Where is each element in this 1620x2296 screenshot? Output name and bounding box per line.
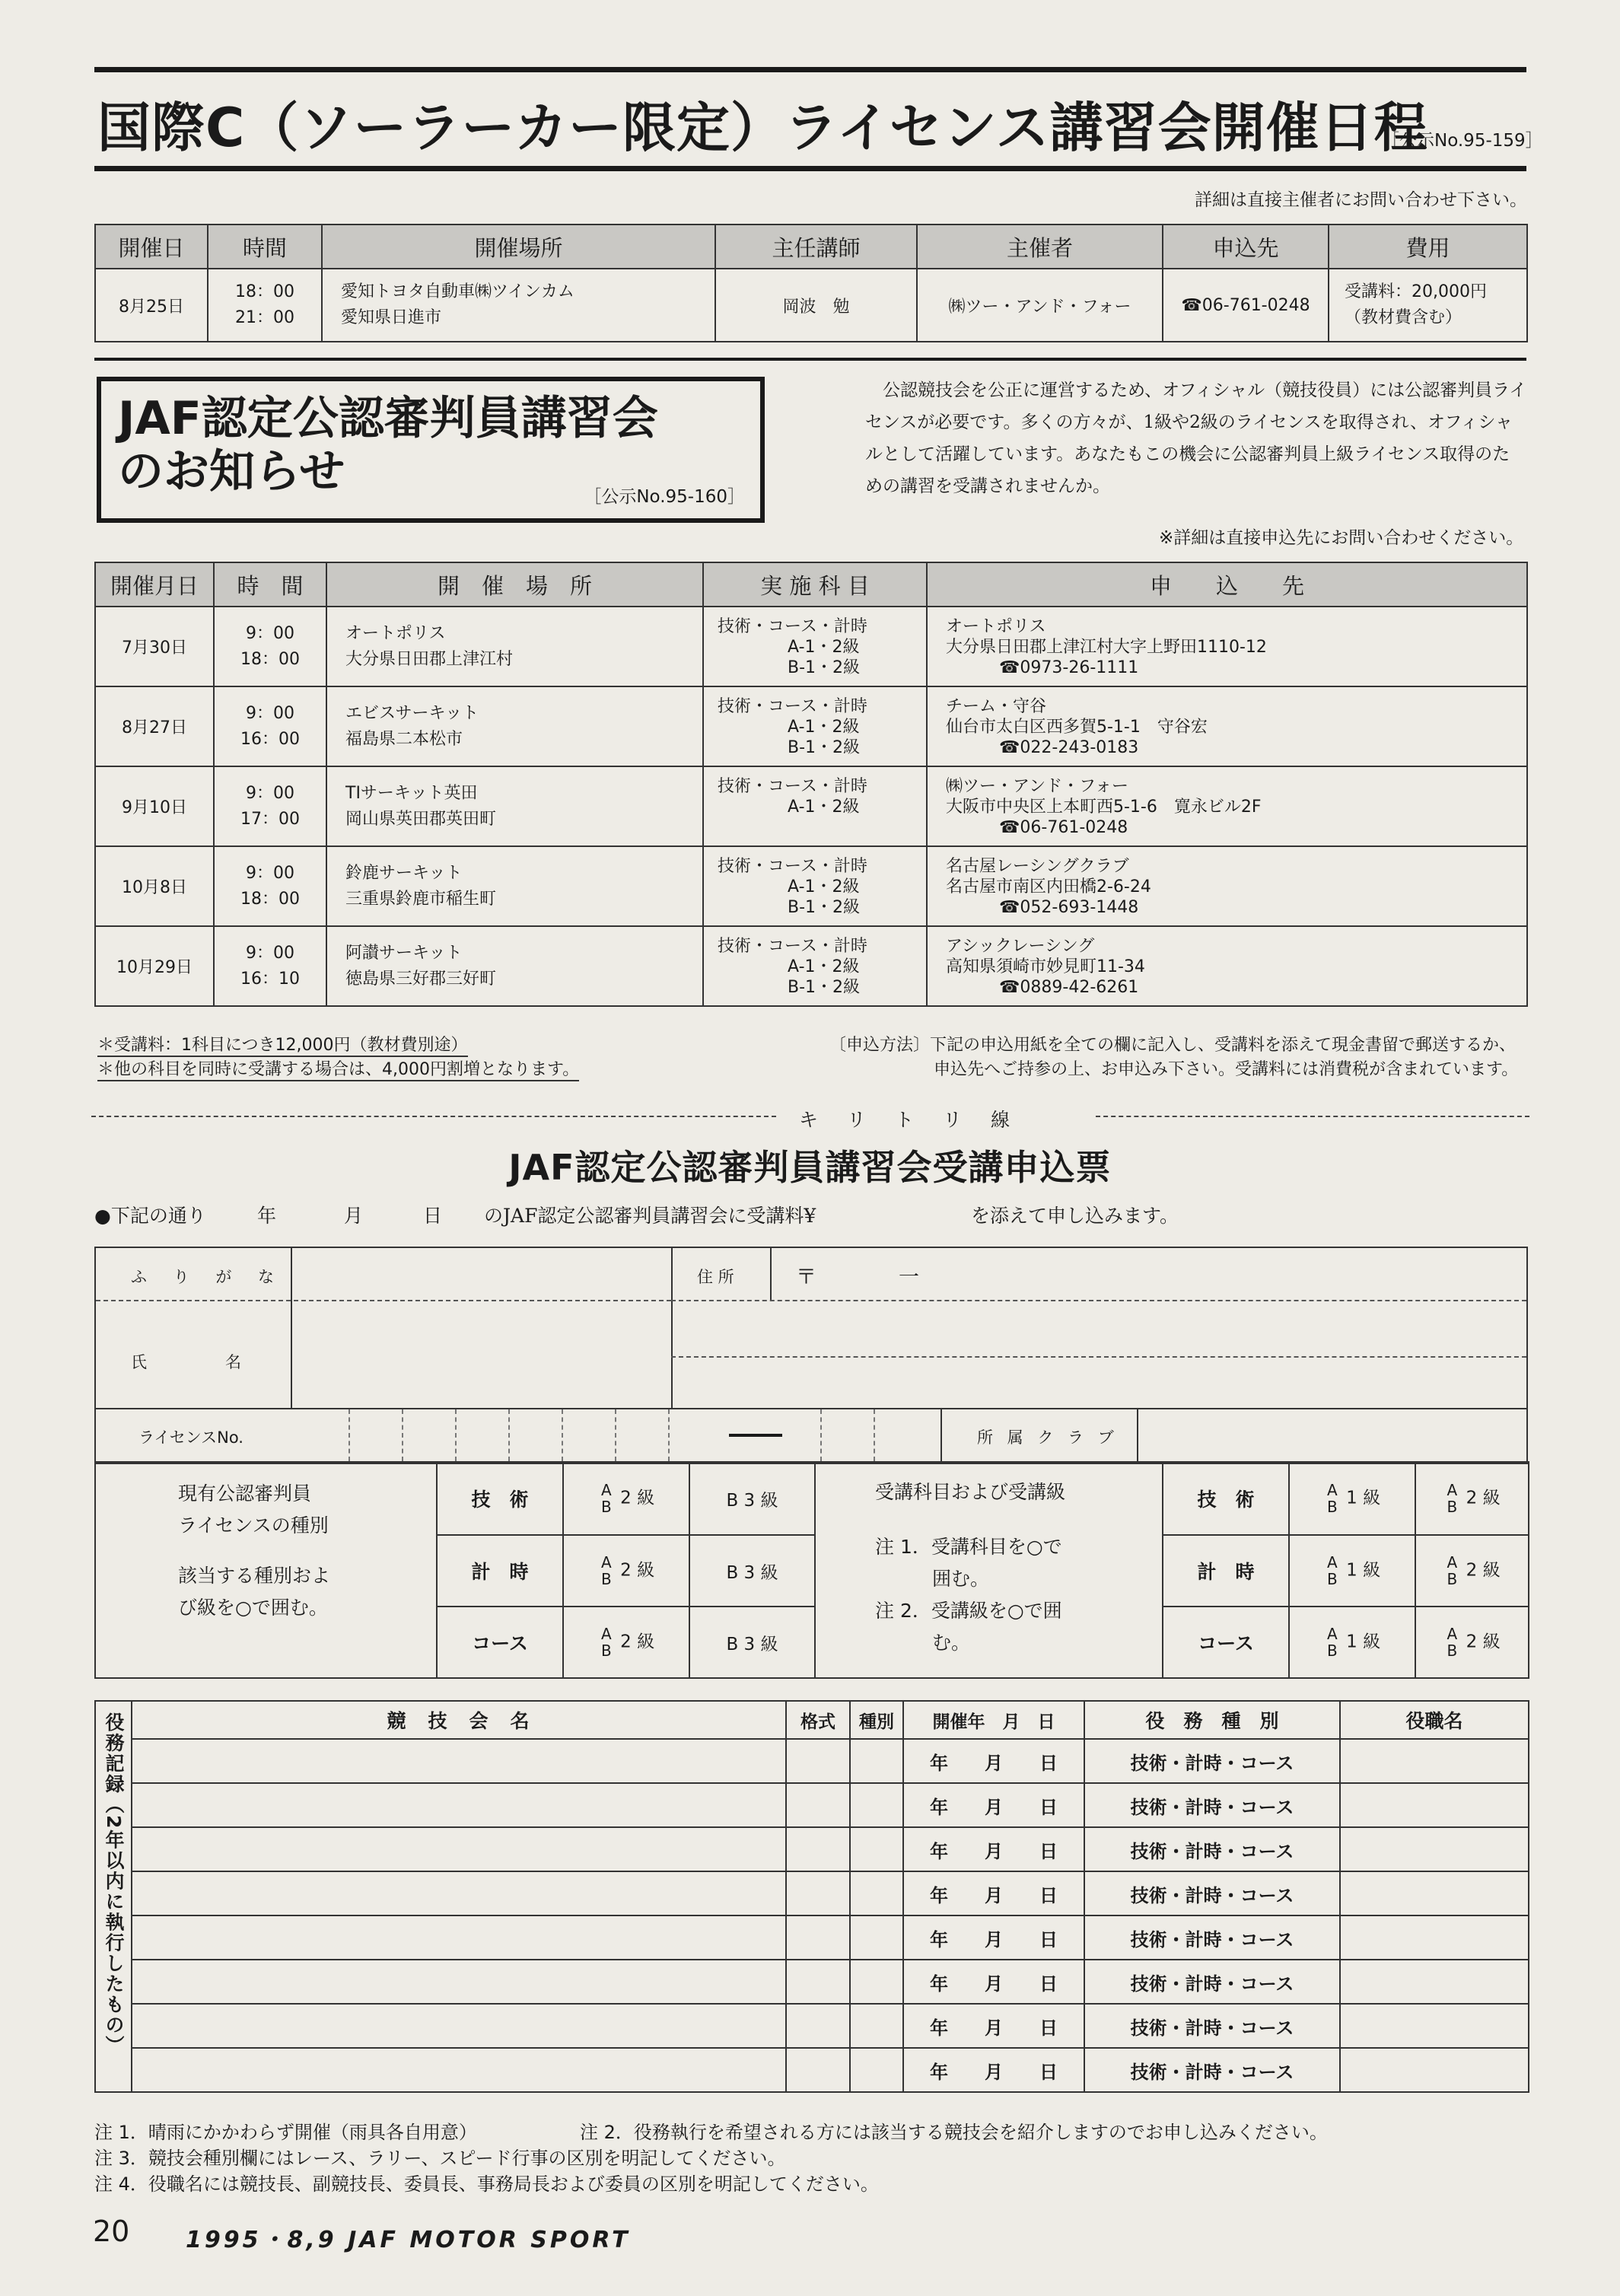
subject-line: A-1・2級 — [788, 718, 860, 737]
record-position-input[interactable] — [1340, 1739, 1529, 1783]
row-date: 10月29日 — [95, 926, 214, 1006]
row-time — [214, 686, 326, 766]
current-license-line: び級を○で囲む。 — [178, 1597, 328, 1619]
row-subjects — [703, 846, 927, 926]
subject-line: A-1・2級 — [788, 957, 860, 976]
section1-note: 詳細は直接主催者にお問い合わせ下さい。 — [1195, 190, 1527, 210]
furigana-input[interactable] — [292, 1250, 670, 1298]
table-row — [95, 269, 1527, 342]
subject-line: 技術・コース・計時 — [718, 617, 867, 636]
postal-code[interactable]: 〒 一 — [796, 1266, 919, 1289]
contact-line: チーム・守谷 — [946, 697, 1047, 716]
place-line: 三重県鈴鹿市稲生町 — [345, 889, 497, 909]
time-line: 9：00 — [246, 623, 294, 643]
current-grade-a[interactable]: A B 2 級 — [563, 1607, 689, 1678]
header-subjects: 実 施 科 目 — [703, 562, 927, 607]
header-contact: 申 込 先 — [927, 562, 1527, 607]
record-category-input[interactable] — [850, 2004, 903, 2048]
table-row — [95, 1783, 1529, 1827]
license-digit-divider — [820, 1409, 822, 1461]
place-line: 岡山県英田郡英田町 — [345, 809, 497, 829]
row-lecturer: 岡波 勉 — [715, 269, 917, 342]
current-grade-b[interactable]: B 3 級 — [689, 1462, 815, 1535]
record-format-input[interactable] — [786, 1739, 850, 1783]
subject-line: B-1・2級 — [788, 978, 861, 997]
current-grade-a[interactable]: A B 2 級 — [563, 1535, 689, 1607]
table-row — [95, 2004, 1529, 2048]
record-event-input[interactable] — [132, 2004, 786, 2048]
row-date: 7月30日 — [95, 607, 214, 686]
record-service-type[interactable]: 技術・計時・コース — [1084, 2004, 1340, 2048]
record-format-input[interactable] — [786, 1827, 850, 1871]
contact-line: 高知県須崎市妙見町11-34 — [946, 957, 1145, 976]
form-line-suffix: を添えて申し込みます。 — [971, 1205, 1179, 1227]
form-line-prefix: ●下記の通り — [94, 1205, 206, 1227]
record-header-event: 競 技 会 名 — [132, 1701, 786, 1739]
apply-subject-line — [875, 1508, 1162, 1531]
section2-intro: 公認競技会を公正に運営するため、オフィシャル（競技役員）には公認審判員ライセンスが必要です。多くの方々が、1級や2級のライセンスを取得され、オフィシャルとして活躍しています。あなたもこの機会に公認審判員上級ライセンス取得のための講習を受講されませんか。 — [865, 381, 1527, 496]
contact-line: 名古屋市南区内田橋2-6-24 — [946, 877, 1151, 896]
header-organizer: 主催者 — [917, 225, 1163, 269]
fee-line: 受講料：20,000円 — [1345, 282, 1487, 301]
club-label: 所 属 ク ラ ブ — [977, 1428, 1119, 1447]
license-digit-divider — [668, 1409, 670, 1461]
apply-subject[interactable]: 計 時 — [1163, 1535, 1289, 1607]
section2-note: ※詳細は直接申込先にお問い合わせください。 — [1159, 528, 1524, 548]
fee-line: （教材費含む） — [1345, 308, 1462, 327]
row-time — [214, 607, 326, 686]
subject-line: A-1・2級 — [788, 798, 860, 817]
subject-line: 技術・コース・計時 — [718, 937, 867, 956]
name-label: 氏 名 — [131, 1353, 249, 1371]
table-row — [95, 686, 1527, 766]
footnote-2: 注 2．役務執行を希望される方には該当する競技会を紹介しますのでお申し込みください。 — [580, 2122, 1328, 2143]
section2-rows — [95, 607, 1527, 1006]
form-line-year: 年 — [257, 1205, 277, 1227]
contact-line: ☎0889-42-6261 — [999, 978, 1139, 997]
record-category-input[interactable] — [850, 1783, 903, 1827]
section1-bottom-rule — [94, 358, 1526, 361]
row-place — [326, 766, 703, 846]
license-no-label: ライセンスNo. — [138, 1428, 243, 1447]
record-label-cell — [95, 1701, 132, 2092]
time-line: 16：00 — [240, 729, 300, 749]
record-position-input[interactable] — [1340, 1915, 1529, 1960]
record-date[interactable]: 年 月 日 — [903, 1783, 1084, 1827]
place-line: 大分県日田郡上津江村 — [345, 649, 514, 669]
record-format-input[interactable] — [786, 1871, 850, 1915]
place-line: オートポリス — [345, 623, 446, 643]
row-time — [214, 846, 326, 926]
subject-line: 技術・コース・計時 — [718, 697, 867, 716]
row-contact: ☎06-761-0248 — [1163, 269, 1329, 342]
row-time — [214, 926, 326, 1006]
row-place — [326, 926, 703, 1006]
row-contact — [927, 607, 1527, 686]
row-contact — [927, 926, 1527, 1006]
apply-subject-line: 注 1．受講科目を○で — [875, 1536, 1062, 1558]
license-digit-divider — [874, 1409, 875, 1461]
row-date: 10月8日 — [95, 846, 214, 926]
header-time: 時 間 — [214, 562, 326, 607]
section2-title: JAF認定公認審判員講習会 のお知らせ — [118, 392, 658, 498]
table-row — [95, 1960, 1529, 2004]
apply-method-2: 申込先へご持参の上、お申込み下さい。受講料には消費税が含まれています。 — [934, 1060, 1519, 1079]
record-event-input[interactable] — [132, 1739, 786, 1783]
row-subjects — [703, 607, 927, 686]
table-row — [95, 1827, 1529, 1871]
time-start: 18：00 — [235, 282, 294, 301]
header-time: 時間 — [208, 225, 322, 269]
subject-line: B-1・2級 — [788, 738, 861, 757]
record-category-input[interactable] — [850, 1915, 903, 1960]
record-date[interactable]: 年 月 日 — [903, 1739, 1084, 1783]
row-organizer: ㈱ツー・アンド・フォー — [917, 269, 1163, 342]
cut-label: キリトリ線 — [799, 1109, 1039, 1131]
record-position-input[interactable] — [1340, 1783, 1529, 1827]
furigana-label: ふ り が な — [131, 1268, 285, 1286]
record-position-input[interactable] — [1340, 1827, 1529, 1871]
apply-grade-1[interactable]: A B 1 級 — [1289, 1535, 1415, 1607]
current-license-line: 現有公認審判員 — [178, 1482, 312, 1505]
record-header-format: 格式 — [786, 1701, 850, 1739]
apply-subject-line: 注 2．受講級を○で囲 — [875, 1600, 1062, 1622]
section1-title: 国際C（ソーラーカー限定）ライセンス講習会開催日程 — [97, 97, 1428, 159]
license-digit-divider — [615, 1409, 616, 1461]
apply-grade-2[interactable]: A B 2 級 — [1415, 1607, 1529, 1678]
record-event-input[interactable] — [132, 1827, 786, 1871]
subject-line: 技術・コース・計時 — [718, 857, 867, 876]
time-line: 9：00 — [246, 863, 294, 883]
license-digit-divider — [562, 1409, 563, 1461]
record-format-input[interactable] — [786, 2048, 850, 2092]
record-label: 役務記録（2年以内に執行したもの） — [103, 1712, 125, 2056]
time-line: 9：00 — [246, 783, 294, 803]
applicant-box — [94, 1247, 1528, 1464]
fee-note-1: ＊受講料：1科目につき12,000円（教材費別途） — [97, 1032, 468, 1057]
footnote-4: 注 4．役職名には競技長、副競技長、委員長、事務局長および委員の区別を明記してください。 — [94, 2173, 879, 2195]
license-digit-divider — [508, 1409, 510, 1461]
address-label-divider — [770, 1248, 772, 1300]
apply-grade-2[interactable]: A B 2 級 — [1415, 1462, 1529, 1535]
apply-subject[interactable]: 技 術 — [1163, 1462, 1289, 1535]
section1-notice-no: ［公示No.95-159］ — [1382, 131, 1543, 151]
time-line: 9：00 — [246, 703, 294, 723]
form-line-month: 月 — [344, 1205, 364, 1227]
place-line: 愛知県日進市 — [341, 308, 442, 327]
record-event-input[interactable] — [132, 1960, 786, 2004]
record-service-type[interactable]: 技術・計時・コース — [1084, 1739, 1340, 1783]
name-input[interactable] — [292, 1301, 670, 1406]
service-record-table — [94, 1700, 1529, 2093]
record-date[interactable]: 年 月 日 — [903, 1960, 1084, 2004]
record-header-category: 種別 — [850, 1701, 903, 1739]
record-header-date: 開催年 月 日 — [903, 1701, 1084, 1739]
apply-subject-line: 囲む。 — [875, 1568, 990, 1590]
record-date[interactable]: 年 月 日 — [903, 1827, 1084, 1871]
record-category-input[interactable] — [850, 1871, 903, 1915]
current-subject: コース — [437, 1607, 563, 1678]
table-row — [95, 1739, 1529, 1783]
record-position-input[interactable] — [1340, 2048, 1529, 2092]
record-date[interactable]: 年 月 日 — [903, 1915, 1084, 1960]
record-format-input[interactable] — [786, 2004, 850, 2048]
contact-line: ☎06-761-0248 — [999, 818, 1128, 837]
contact-line: 大分県日田郡上津江村大字上野田1110-12 — [946, 638, 1267, 657]
subject-line: A-1・2級 — [788, 638, 860, 657]
cut-dash-left — [91, 1116, 776, 1117]
record-category-input[interactable] — [850, 1827, 903, 1871]
record-format-input[interactable] — [786, 1915, 850, 1960]
license-dash-mark — [729, 1434, 782, 1437]
record-date[interactable]: 年 月 日 — [903, 2048, 1084, 2092]
apply-subject-line: む。 — [875, 1632, 971, 1654]
current-subject: 計 時 — [437, 1535, 563, 1607]
contact-line: 仙台市太白区西多賀5-1-1 守谷宏 — [946, 718, 1208, 737]
time-end: 21：00 — [235, 308, 294, 327]
license-digit-divider — [402, 1409, 403, 1461]
row-place — [326, 846, 703, 926]
selection-row-1 — [95, 1462, 1529, 1535]
place-line: 阿讃サーキット — [345, 943, 463, 963]
section1-title-rule — [94, 166, 1526, 171]
fee-note-2: ＊他の科目を同時に受講する場合は、4,000円割増となります。 — [97, 1056, 579, 1081]
row-date: 8月27日 — [95, 686, 214, 766]
record-category-input[interactable] — [850, 1960, 903, 2004]
license-digit-divider — [349, 1409, 350, 1461]
form-line-day: 日 — [423, 1205, 443, 1227]
form-line-middle: のJAF認定公認審判員講習会に受講料¥ — [484, 1205, 816, 1227]
apply-method-1: 〔申込方法〕下記の申込用紙を全ての欄に記入し、受講料を添えて現金書留で郵送するか、 — [829, 1036, 1517, 1055]
address-input[interactable] — [674, 1301, 1525, 1406]
row-subjects — [703, 926, 927, 1006]
apply-subject-cell — [815, 1462, 1163, 1678]
record-header-position: 役職名 — [1340, 1701, 1529, 1739]
license-digit-divider — [455, 1409, 457, 1461]
contact-line: 名古屋レーシングクラブ — [946, 857, 1129, 876]
record-format-input[interactable] — [786, 1960, 850, 2004]
time-line: 9：00 — [246, 943, 294, 963]
current-license-line: 該当する種別およ — [178, 1565, 331, 1587]
current-license-cell — [95, 1462, 437, 1678]
row-subjects — [703, 686, 927, 766]
record-service-type[interactable]: 技術・計時・コース — [1084, 1915, 1340, 1960]
record-date[interactable]: 年 月 日 — [903, 1871, 1084, 1915]
section1-header-row — [95, 225, 1527, 269]
apply-grade-2[interactable]: A B 2 級 — [1415, 1535, 1529, 1607]
table-row — [95, 1871, 1529, 1915]
record-position-input[interactable] — [1340, 1960, 1529, 2004]
apply-subject-line: 受講科目および受講級 — [875, 1481, 1066, 1503]
time-line: 16：10 — [240, 969, 300, 989]
record-event-input[interactable] — [132, 1783, 786, 1827]
row-place — [326, 607, 703, 686]
footnote-1: 注 1．晴雨にかかわらず開催（雨具各自用意） — [94, 2122, 477, 2143]
record-service-type[interactable]: 技術・計時・コース — [1084, 2048, 1340, 2092]
page-number: 20 — [93, 2215, 130, 2248]
subject-line: B-1・2級 — [788, 658, 861, 677]
record-header-row — [95, 1701, 1529, 1739]
row-time — [214, 766, 326, 846]
table-row — [95, 607, 1527, 686]
record-date[interactable]: 年 月 日 — [903, 2004, 1084, 2048]
row-fee — [1329, 269, 1527, 342]
record-event-input[interactable] — [132, 2048, 786, 2092]
time-line: 18：00 — [240, 649, 300, 669]
place-line: 愛知トヨタ自動車㈱ツインカム — [341, 282, 574, 301]
record-service-type[interactable]: 技術・計時・コース — [1084, 1827, 1340, 1871]
apply-grade-1[interactable]: A B 1 級 — [1289, 1607, 1415, 1678]
record-event-input[interactable] — [132, 1871, 786, 1915]
section1-schedule-table — [94, 224, 1528, 342]
header-place: 開 催 場 所 — [326, 562, 703, 607]
section2-notice-no: ［公示No.95-160］ — [584, 487, 745, 507]
time-line: 18：00 — [240, 889, 300, 909]
table-row — [95, 926, 1527, 1006]
section2-schedule-table — [94, 562, 1528, 1007]
header-fee: 費用 — [1329, 225, 1527, 269]
contact-line: ☎052-693-1448 — [999, 898, 1139, 917]
address-label: 住 所 — [697, 1268, 734, 1286]
apply-subject[interactable]: コース — [1163, 1607, 1289, 1678]
publication-name: 1995・8,9 JAF MOTOR SPORT — [186, 2227, 631, 2253]
top-rule-thick — [94, 67, 1526, 72]
record-service-type[interactable]: 技術・計時・コース — [1084, 1960, 1340, 2004]
record-position-input[interactable] — [1340, 1871, 1529, 1915]
current-license-line — [178, 1542, 436, 1560]
table-row — [95, 2048, 1529, 2092]
license-selection-table — [94, 1461, 1529, 1679]
header-date: 開催日 — [95, 225, 208, 269]
club-input[interactable] — [1138, 1409, 1525, 1461]
apply-grade-1[interactable]: A B 1 級 — [1289, 1462, 1415, 1535]
club-divider — [940, 1408, 942, 1463]
record-event-input[interactable] — [132, 1915, 786, 1960]
current-subject: 技 術 — [437, 1462, 563, 1535]
contact-line: アシックレーシング — [946, 937, 1095, 956]
row-contact — [927, 846, 1527, 926]
record-category-input[interactable] — [850, 1739, 903, 1783]
contact-line: ☎022-243-0183 — [999, 738, 1139, 757]
time-line: 17：00 — [240, 809, 300, 829]
contact-line: オートポリス — [946, 617, 1046, 636]
table-row — [95, 1915, 1529, 1960]
header-date: 開催月日 — [95, 562, 214, 607]
row-date: 9月10日 — [95, 766, 214, 846]
form-title: JAF認定公認審判員講習会受講申込票 — [508, 1147, 1112, 1188]
record-service-type[interactable]: 技術・計時・コース — [1084, 1783, 1340, 1827]
cut-line — [91, 1105, 1529, 1131]
row-contact — [927, 766, 1527, 846]
current-grade-b[interactable]: B 3 級 — [689, 1535, 815, 1607]
subject-line: A-1・2級 — [788, 877, 860, 896]
current-license-line: ライセンスの種別 — [178, 1514, 329, 1537]
place-line: 徳島県三好郡三好町 — [345, 969, 497, 989]
header-lecturer: 主任講師 — [715, 225, 917, 269]
current-grade-a[interactable]: A B 2 級 — [563, 1462, 689, 1535]
place-line: TIサーキット英田 — [345, 783, 478, 803]
record-format-input[interactable] — [786, 1783, 850, 1827]
contact-line: ㈱ツー・アンド・フォー — [946, 777, 1129, 796]
subject-line: 技術・コース・計時 — [718, 777, 867, 796]
contact-line: ☎0973-26-1111 — [999, 658, 1139, 677]
section2-title-box — [97, 377, 765, 523]
address-divider — [671, 1248, 673, 1408]
header-contact: 申込先 — [1163, 225, 1329, 269]
place-line: エビスサーキット — [345, 703, 479, 723]
record-position-input[interactable] — [1340, 2004, 1529, 2048]
section2-header-row — [95, 562, 1527, 607]
footnote-3: 注 3．競技会種別欄にはレース、ラリー、スピード行事の区別を明記してください。 — [94, 2148, 786, 2169]
table-row — [95, 766, 1527, 846]
row-place — [322, 269, 715, 342]
contact-line: 大阪市中央区上本町西5-1-6 寛永ビル2F — [946, 798, 1262, 817]
place-line: 福島県二本松市 — [345, 729, 463, 749]
cut-dash-right — [1096, 1116, 1529, 1117]
row-contact — [927, 686, 1527, 766]
table-row — [95, 846, 1527, 926]
record-service-type[interactable]: 技術・計時・コース — [1084, 1871, 1340, 1915]
row-place — [326, 686, 703, 766]
current-grade-b[interactable]: B 3 級 — [689, 1607, 815, 1678]
row-time — [208, 269, 322, 342]
row-subjects — [703, 766, 927, 846]
record-header-service: 役 務 種 別 — [1084, 1701, 1340, 1739]
row-date: 8月25日 — [95, 269, 208, 342]
record-category-input[interactable] — [850, 2048, 903, 2092]
place-line: 鈴鹿サーキット — [345, 863, 463, 883]
header-place: 開催場所 — [322, 225, 715, 269]
subject-line: B-1・2級 — [788, 898, 861, 917]
